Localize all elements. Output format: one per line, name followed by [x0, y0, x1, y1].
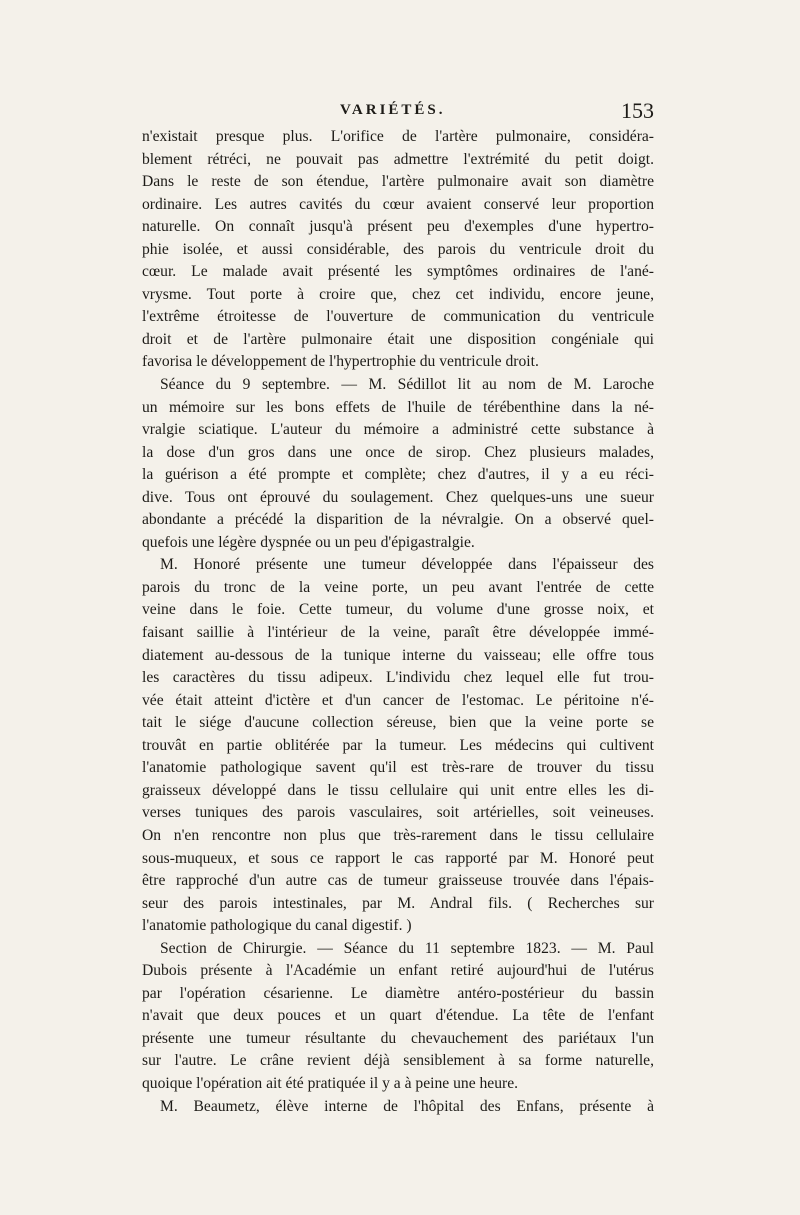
text-line: trouvât en partie oblitérée par la tumeur. Les médecins qui cultivent	[142, 736, 654, 754]
text-line: diatement au-dessous de la tunique interne du vaisseau; elle offre tous	[142, 646, 654, 664]
page-number: 153	[621, 98, 654, 123]
paragraph	[142, 374, 654, 554]
paragraph	[142, 126, 654, 374]
text-line: dive. Tous ont éprouvé du soulagement. Chez quelques-uns une sueur	[142, 488, 654, 506]
text-line: par l'opération césarienne. Le diamètre antéro-postérieur du bassin	[142, 984, 654, 1002]
page-header	[142, 98, 654, 124]
text-line: veine dans le foie. Cette tumeur, du volume d'une grosse noix, et	[142, 601, 654, 619]
text-line: Dans le reste de son étendue, l'artère pulmonaire avait son diamètre	[142, 173, 654, 191]
text-line: n'existait presque plus. L'orifice de l'artère pulmonaire, considéra-	[142, 128, 654, 145]
body-text	[142, 126, 654, 1118]
text-line: les caractères du tissu adipeux. L'individu chez lequel elle fut trou-	[142, 669, 654, 687]
text-line: vée était atteint d'ictère et d'un cancer de l'estomac. Le péritoine n'é-	[142, 691, 654, 709]
text-line: Dubois présente à l'Académie un enfant retiré aujourd'hui de l'utérus	[142, 962, 654, 980]
text-line: droit et de l'artère pulmonaire était une disposition congéniale qui	[142, 330, 654, 348]
text-line: cœur. Le malade avait présenté les symptômes ordinaires de l'ané-	[142, 263, 654, 281]
text-line: On n'en rencontre non plus que très-rarement dans le tissu cellulaire	[142, 826, 654, 844]
text-line: graisseux développé dans le tissu cellulaire qui unit entre elles les di-	[142, 781, 654, 799]
text-line: verses tuniques des parois vasculaires, soit artérielles, soit veineuses.	[142, 804, 654, 822]
text-line: présente une tumeur résultante du chevauchement des pariétaux l'un	[142, 1029, 654, 1047]
text-line: phie isolée, et aussi considérable, des parois du ventricule droit du	[142, 240, 654, 258]
text-line: vralgie sciatique. L'auteur du mémoire a administré cette substance à	[142, 421, 654, 439]
text-line: Section de Chirurgie. — Séance du 11 septembre 1823. — M. Paul	[160, 939, 654, 957]
text-line: favorisa le développement de l'hypertrophie du ventricule droit.	[142, 353, 539, 371]
text-line: Séance du 9 septembre. — M. Sédillot lit au nom de M. Laroche	[160, 376, 654, 394]
text-line: ordinaire. Les autres cavités du cœur avaient conservé leur proportion	[142, 195, 654, 213]
text-line: quefois une légère dyspnée ou un peu d'épigastralgie.	[142, 533, 475, 551]
text-line: sur l'autre. Le crâne revient déjà sensiblement à sa forme naturelle,	[142, 1052, 654, 1070]
text-line: être rapproché d'un autre cas de tumeur graisseuse trouvée dans l'épais-	[142, 872, 654, 890]
paragraph	[142, 1096, 654, 1119]
text-line: sous-muqueux, et sous ce rapport le cas rapporté par M. Honoré peut	[142, 849, 654, 867]
text-line: naturelle. On connaît jusqu'à présent peu d'exemples d'une hypertro-	[142, 218, 654, 236]
text-line: quoique l'opération ait été pratiquée il y a à peine une heure.	[142, 1074, 519, 1092]
text-line: n'avait que deux pouces et un quart d'étendue. La tête de l'enfant	[142, 1007, 654, 1025]
text-line: la dose d'un gros dans une once de sirop. Chez plusieurs malades,	[142, 443, 654, 461]
text-line: l'anatomie pathologique du canal digestif. )	[142, 917, 412, 935]
text-line: un mémoire sur les bons effets de l'huile de térébenthine dans la né-	[142, 398, 654, 416]
paragraph	[142, 938, 654, 1096]
text-line: blement rétréci, ne pouvait pas admettre l'extrémité du petit doigt.	[142, 150, 654, 168]
running-head: VARIÉTÉS.	[340, 102, 446, 118]
text-line: la guérison a été prompte et complète; chez d'autres, il y a eu réci-	[142, 466, 654, 484]
text-line: l'extrême étroitesse de l'ouverture de communication du ventricule	[142, 308, 654, 326]
text-line: M. Honoré présente une tumeur développée dans l'épaisseur des	[160, 556, 654, 574]
text-line: vrysme. Tout porte à croire que, chez cet individu, encore jeune,	[142, 285, 654, 303]
text-line: faisant saillie à l'intérieur de la veine, paraît être développée immé-	[142, 624, 654, 642]
text-line: abondante a précédé la disparition de la névralgie. On a observé quel-	[142, 511, 654, 529]
paragraph	[142, 554, 654, 937]
text-line: M. Beaumetz, élève interne de l'hôpital des Enfans, présente à	[160, 1097, 654, 1115]
text-line: tait le siége d'aucune collection séreuse, bien que la veine porte se	[142, 714, 654, 732]
text-line: l'anatomie pathologique savent qu'il est très-rare de trouver du tissu	[142, 759, 654, 777]
text-line: parois du tronc de la veine porte, un peu avant l'entrée de cette	[142, 578, 654, 596]
text-line: seur des parois intestinales, par M. Andral fils. ( Recherches sur	[142, 894, 654, 912]
